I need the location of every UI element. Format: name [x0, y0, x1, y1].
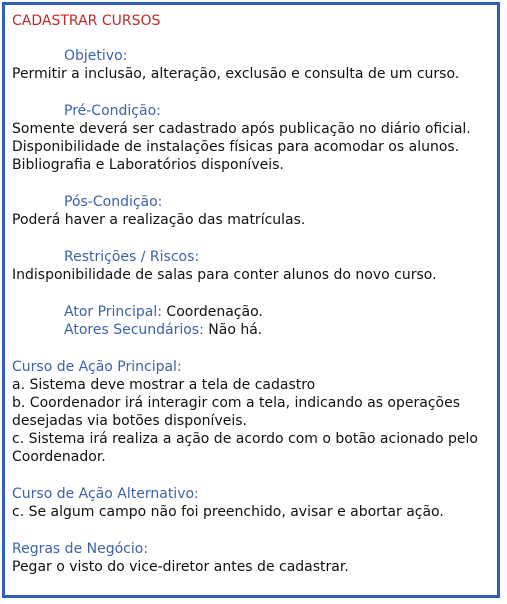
- pos-condicao-text: Poderá haver a realização das matrículas.: [12, 212, 306, 228]
- pre-condicao-line: Bibliografia e Laboratórios disponíveis.: [12, 157, 284, 173]
- curso-alternativo-label: Curso de Ação Alternativo:: [12, 486, 199, 502]
- section-objetivo: [12, 47, 493, 83]
- regras-label: Regras de Negócio:: [12, 541, 149, 557]
- pre-condicao-line: Somente deverá ser cadastrado após publicação no diário oficial.: [12, 121, 471, 137]
- curso-principal-step: c. Sistema irá realiza a ação de acordo com o botão acionado pelo Coordenador.: [12, 431, 478, 465]
- section-regras: [12, 540, 493, 576]
- restricoes-text: Indisponibilidade de salas para conter alunos do novo curso.: [12, 267, 437, 283]
- curso-principal-label: Curso de Ação Principal:: [12, 359, 182, 375]
- section-pre-condicao: [12, 102, 493, 174]
- curso-principal-step: b. Coordenador irá interagir com a tela, indicando as operações desejadas via botões disponíveis.: [12, 395, 461, 429]
- document-title: CADASTRAR CURSOS: [12, 13, 161, 29]
- document-frame: [2, 2, 500, 598]
- section-curso-principal: [12, 358, 493, 466]
- objetivo-label: Objetivo:: [64, 48, 128, 64]
- section-atores: [12, 303, 493, 339]
- section-pos-condicao: [12, 193, 493, 229]
- ator-principal-value: Coordenação.: [166, 304, 263, 320]
- atores-secundarios: [12, 321, 493, 339]
- pre-condicao-line: Disponibilidade de instalações físicas para acomodar os alunos.: [12, 139, 460, 155]
- atores-secundarios-label: Atores Secundários:: [64, 322, 204, 338]
- pre-condicao-label: Pré-Condição:: [64, 103, 161, 119]
- atores-secundarios-value: Não há.: [208, 322, 263, 338]
- ator-principal: [12, 303, 493, 321]
- curso-alternativo-text: c. Se algum campo não foi preenchido, avisar e abortar ação.: [12, 504, 444, 520]
- curso-principal-step: a. Sistema deve mostrar a tela de cadastro: [12, 377, 316, 393]
- pos-condicao-label: Pós-Condição:: [64, 194, 163, 210]
- restricoes-label: Restrições / Riscos:: [64, 249, 200, 265]
- section-curso-alternativo: [12, 485, 493, 521]
- section-restricoes: [12, 248, 493, 284]
- ator-principal-label: Ator Principal:: [64, 304, 162, 320]
- regras-text: Pegar o visto do vice-diretor antes de cadastrar.: [12, 559, 349, 575]
- objetivo-text: Permitir a inclusão, alteração, exclusão e consulta de um curso.: [12, 66, 460, 82]
- use-case-document: [12, 12, 493, 595]
